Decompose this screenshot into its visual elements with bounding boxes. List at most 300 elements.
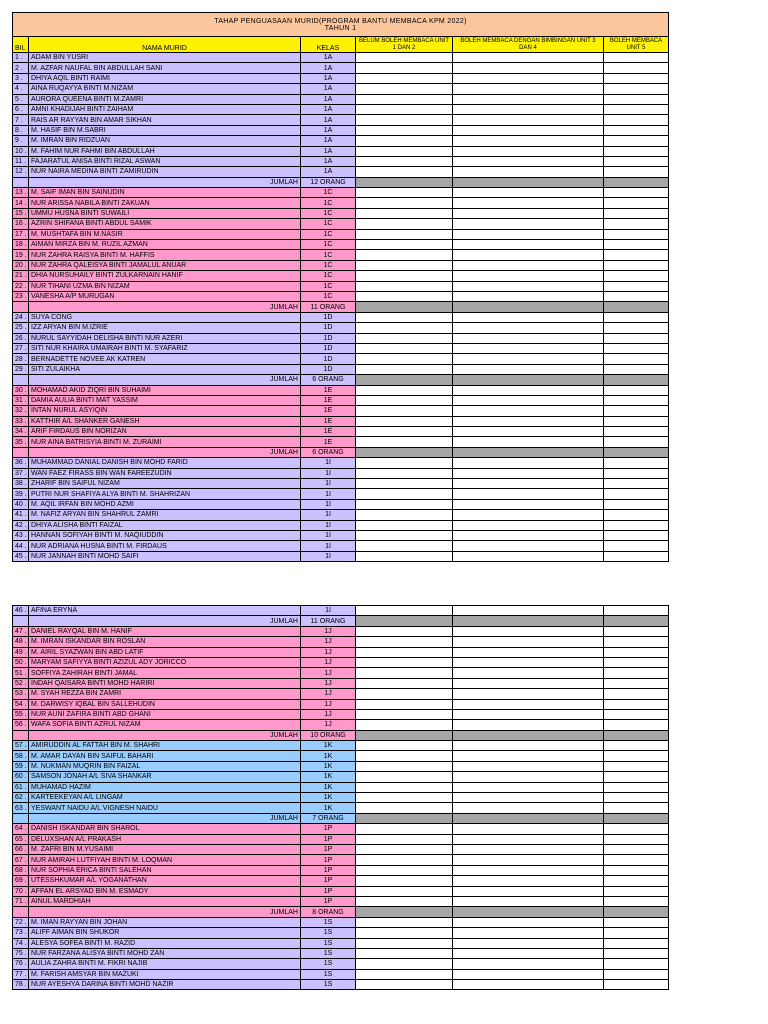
cell-belum-boleh-membaca[interactable] [356,479,453,489]
student-row [13,208,669,218]
cell-boleh-membaca-bimbingan[interactable] [453,876,604,886]
cell-boleh-membaca-bimbingan[interactable] [453,541,604,551]
student-class: 1J [301,720,356,730]
student-number: 70 . [13,886,29,896]
cell-boleh-membaca[interactable] [604,188,669,198]
cell-boleh-membaca[interactable] [604,291,669,301]
cell-boleh-membaca[interactable] [604,416,669,426]
cell-boleh-membaca-bimbingan[interactable] [453,364,604,374]
cell-belum-boleh-membaca[interactable] [356,699,453,709]
cell-belum-boleh-membaca[interactable] [356,427,453,437]
cell-belum-boleh-membaca[interactable] [356,834,453,844]
student-row [13,530,669,540]
cell-boleh-membaca[interactable] [604,271,669,281]
cell-belum-boleh-membaca[interactable] [356,657,453,667]
cell-belum-boleh-membaca[interactable] [356,855,453,865]
student-name: M. ZAFRI BIN M.YUSAIMI [29,844,301,854]
cell-boleh-membaca[interactable] [604,385,669,395]
student-name: DANIEL RAYQAL BIN M. HANIF [29,626,301,636]
cell-boleh-membaca[interactable] [604,364,669,374]
cell-belum-boleh-membaca[interactable] [356,229,453,239]
student-row [13,94,669,104]
subtotal-cell [356,616,453,626]
cell-boleh-membaca-bimbingan[interactable] [453,626,604,636]
cell-belum-boleh-membaca[interactable] [356,824,453,834]
cell-boleh-membaca-bimbingan[interactable] [453,323,604,333]
cell-boleh-membaca-bimbingan[interactable] [453,551,604,561]
cell-belum-boleh-membaca[interactable] [356,969,453,979]
cell-belum-boleh-membaca[interactable] [356,917,453,927]
cell-boleh-membaca[interactable] [604,354,669,364]
cell-boleh-membaca-bimbingan[interactable] [453,146,604,156]
cell-belum-boleh-membaca[interactable] [356,136,453,146]
cell-belum-boleh-membaca[interactable] [356,364,453,374]
cell-belum-boleh-membaca[interactable] [356,896,453,906]
cell-boleh-membaca-bimbingan[interactable] [453,709,604,719]
cell-boleh-membaca[interactable] [604,437,669,447]
cell-belum-boleh-membaca[interactable] [356,104,453,114]
cell-boleh-membaca[interactable] [604,94,669,104]
cell-boleh-membaca-bimbingan[interactable] [453,385,604,395]
cell-boleh-membaca-bimbingan[interactable] [453,136,604,146]
student-number: 40 . [13,499,29,509]
cell-boleh-membaca-bimbingan[interactable] [453,104,604,114]
subtotal-label: JUMLAH [29,616,301,626]
cell-belum-boleh-membaca[interactable] [356,156,453,166]
cell-boleh-membaca[interactable] [604,406,669,416]
cell-belum-boleh-membaca[interactable] [356,468,453,478]
cell-belum-boleh-membaca[interactable] [356,115,453,125]
cell-boleh-membaca-bimbingan[interactable] [453,530,604,540]
title-line-2: TAHUN 1 [324,24,357,32]
cell-belum-boleh-membaca[interactable] [356,458,453,468]
cell-belum-boleh-membaca[interactable] [356,844,453,854]
cell-boleh-membaca-bimbingan[interactable] [453,647,604,657]
subtotal-blank [13,616,29,626]
cell-boleh-membaca[interactable] [604,855,669,865]
cell-belum-boleh-membaca[interactable] [356,793,453,803]
cell-boleh-membaca[interactable] [604,125,669,135]
cell-boleh-membaca-bimbingan[interactable] [453,520,604,530]
student-name: FAJARATUL ANISA BINTI RIZAL ASWAN [29,156,301,166]
cell-belum-boleh-membaca[interactable] [356,980,453,990]
student-number: 15 . [13,208,29,218]
student-class: 1A [301,73,356,83]
student-row [13,240,669,250]
student-name: M. HASIF BIN M.SABRI [29,125,301,135]
cell-belum-boleh-membaca[interactable] [356,720,453,730]
student-class: 1C [301,219,356,229]
student-name: DANISH ISKANDAR BIN SHAROL [29,824,301,834]
student-row [13,678,669,688]
cell-boleh-membaca-bimbingan[interactable] [453,844,604,854]
cell-boleh-membaca-bimbingan[interactable] [453,167,604,177]
cell-boleh-membaca-bimbingan[interactable] [453,510,604,520]
cell-boleh-membaca-bimbingan[interactable] [453,84,604,94]
cell-boleh-membaca[interactable] [604,782,669,792]
cell-boleh-membaca[interactable] [604,156,669,166]
cell-belum-boleh-membaca[interactable] [356,406,453,416]
student-name: AMNI KHADIJAH BINTI ZAIHAM [29,104,301,114]
cell-boleh-membaca[interactable] [604,208,669,218]
cell-boleh-membaca[interactable] [604,834,669,844]
cell-boleh-membaca[interactable] [604,938,669,948]
cell-belum-boleh-membaca[interactable] [356,250,453,260]
student-number: 57 . [13,741,29,751]
subtotal-cell [453,375,604,385]
cell-boleh-membaca[interactable] [604,657,669,667]
student-name: SOFFIYA ZAHIRAH BINTI JAMAL [29,668,301,678]
cell-boleh-membaca-bimbingan[interactable] [453,281,604,291]
cell-boleh-membaca-bimbingan[interactable] [453,824,604,834]
cell-boleh-membaca[interactable] [604,772,669,782]
cell-boleh-membaca[interactable] [604,229,669,239]
student-name: WAN FAEZ FIRASS BIN WAN FAREEZUDIN [29,468,301,478]
cell-boleh-membaca-bimbingan[interactable] [453,855,604,865]
cell-boleh-membaca[interactable] [604,761,669,771]
student-row [13,844,669,854]
student-name: ZHARIF BIN SAIFUL NIZAM [29,479,301,489]
cell-boleh-membaca-bimbingan[interactable] [453,751,604,761]
cell-boleh-membaca[interactable] [604,73,669,83]
cell-boleh-membaca[interactable] [604,136,669,146]
student-number: 63 . [13,803,29,813]
cell-belum-boleh-membaca[interactable] [356,167,453,177]
student-number: 14 . [13,198,29,208]
cell-boleh-membaca-bimbingan[interactable] [453,395,604,405]
subtotal-count: 11 ORANG [301,616,356,626]
cell-boleh-membaca[interactable] [604,606,669,616]
cell-belum-boleh-membaca[interactable] [356,772,453,782]
cell-belum-boleh-membaca[interactable] [356,959,453,969]
cell-belum-boleh-membaca[interactable] [356,928,453,938]
cell-belum-boleh-membaca[interactable] [356,626,453,636]
cell-belum-boleh-membaca[interactable] [356,499,453,509]
student-row [13,793,669,803]
cell-boleh-membaca-bimbingan[interactable] [453,938,604,948]
cell-belum-boleh-membaca[interactable] [356,125,453,135]
cell-belum-boleh-membaca[interactable] [356,416,453,426]
cell-boleh-membaca-bimbingan[interactable] [453,499,604,509]
cell-belum-boleh-membaca[interactable] [356,291,453,301]
cell-belum-boleh-membaca[interactable] [356,437,453,447]
cell-boleh-membaca[interactable] [604,928,669,938]
student-class: 1J [301,678,356,688]
cell-belum-boleh-membaca[interactable] [356,84,453,94]
cell-boleh-membaca-bimbingan[interactable] [453,489,604,499]
cell-boleh-membaca-bimbingan[interactable] [453,917,604,927]
cell-boleh-membaca[interactable] [604,343,669,353]
cell-boleh-membaca-bimbingan[interactable] [453,896,604,906]
cell-boleh-membaca[interactable] [604,219,669,229]
cell-boleh-membaca[interactable] [604,917,669,927]
cell-boleh-membaca-bimbingan[interactable] [453,333,604,343]
student-row [13,395,669,405]
cell-boleh-membaca-bimbingan[interactable] [453,53,604,63]
cell-boleh-membaca[interactable] [604,865,669,875]
cell-boleh-membaca-bimbingan[interactable] [453,229,604,239]
cell-boleh-membaca[interactable] [604,709,669,719]
student-class: 1K [301,782,356,792]
cell-boleh-membaca-bimbingan[interactable] [453,458,604,468]
student-name: M. IMRAN BIN RIDZUAN [29,136,301,146]
cell-belum-boleh-membaca[interactable] [356,94,453,104]
cell-belum-boleh-membaca[interactable] [356,312,453,322]
cell-boleh-membaca-bimbingan[interactable] [453,240,604,250]
cell-boleh-membaca[interactable] [604,886,669,896]
cell-boleh-membaca-bimbingan[interactable] [453,980,604,990]
student-number: 24 . [13,312,29,322]
cell-boleh-membaca[interactable] [604,63,669,73]
cell-boleh-membaca-bimbingan[interactable] [453,125,604,135]
cell-boleh-membaca-bimbingan[interactable] [453,865,604,875]
cell-boleh-membaca-bimbingan[interactable] [453,606,604,616]
cell-belum-boleh-membaca[interactable] [356,240,453,250]
student-number: 20 . [13,260,29,270]
student-class: 1P [301,876,356,886]
cell-boleh-membaca[interactable] [604,969,669,979]
cell-boleh-membaca[interactable] [604,53,669,63]
student-class: 1A [301,115,356,125]
student-name: AZRIN SHIFANA BINTI ABDUL SAMIK [29,219,301,229]
cell-boleh-membaca-bimbingan[interactable] [453,312,604,322]
cell-boleh-membaca-bimbingan[interactable] [453,834,604,844]
cell-boleh-membaca[interactable] [604,678,669,688]
cell-belum-boleh-membaca[interactable] [356,323,453,333]
cell-boleh-membaca-bimbingan[interactable] [453,468,604,478]
cell-belum-boleh-membaca[interactable] [356,886,453,896]
cell-boleh-membaca-bimbingan[interactable] [453,156,604,166]
cell-belum-boleh-membaca[interactable] [356,678,453,688]
cell-boleh-membaca[interactable] [604,84,669,94]
cell-belum-boleh-membaca[interactable] [356,260,453,270]
cell-boleh-membaca[interactable] [604,530,669,540]
cell-boleh-membaca-bimbingan[interactable] [453,803,604,813]
cell-belum-boleh-membaca[interactable] [356,938,453,948]
cell-boleh-membaca-bimbingan[interactable] [453,63,604,73]
cell-boleh-membaca[interactable] [604,551,669,561]
cell-boleh-membaca-bimbingan[interactable] [453,354,604,364]
cell-boleh-membaca-bimbingan[interactable] [453,416,604,426]
cell-boleh-membaca[interactable] [604,844,669,854]
student-number: 45 . [13,551,29,561]
cell-boleh-membaca-bimbingan[interactable] [453,198,604,208]
cell-boleh-membaca[interactable] [604,395,669,405]
cell-belum-boleh-membaca[interactable] [356,385,453,395]
student-class: 1J [301,699,356,709]
cell-belum-boleh-membaca[interactable] [356,803,453,813]
cell-boleh-membaca[interactable] [604,980,669,990]
cell-belum-boleh-membaca[interactable] [356,520,453,530]
cell-boleh-membaca[interactable] [604,312,669,322]
cell-boleh-membaca[interactable] [604,489,669,499]
student-number: 7 . [13,115,29,125]
cell-boleh-membaca[interactable] [604,198,669,208]
cell-boleh-membaca[interactable] [604,427,669,437]
student-name: NUR AMIRAH LUTFIYAH BINTI M. LOQMAN [29,855,301,865]
student-row [13,855,669,865]
cell-belum-boleh-membaca[interactable] [356,146,453,156]
cell-boleh-membaca-bimbingan[interactable] [453,427,604,437]
student-row [13,541,669,551]
cell-boleh-membaca-bimbingan[interactable] [453,678,604,688]
student-class: 1S [301,959,356,969]
cell-boleh-membaca[interactable] [604,876,669,886]
cell-belum-boleh-membaca[interactable] [356,63,453,73]
student-number: 52 . [13,678,29,688]
cell-belum-boleh-membaca[interactable] [356,741,453,751]
cell-boleh-membaca-bimbingan[interactable] [453,406,604,416]
cell-belum-boleh-membaca[interactable] [356,606,453,616]
cell-boleh-membaca[interactable] [604,458,669,468]
cell-belum-boleh-membaca[interactable] [356,53,453,63]
cell-belum-boleh-membaca[interactable] [356,876,453,886]
cell-belum-boleh-membaca[interactable] [356,188,453,198]
cell-boleh-membaca[interactable] [604,626,669,636]
student-row [13,416,669,426]
cell-boleh-membaca[interactable] [604,699,669,709]
cell-boleh-membaca-bimbingan[interactable] [453,343,604,353]
cell-boleh-membaca-bimbingan[interactable] [453,637,604,647]
cell-boleh-membaca-bimbingan[interactable] [453,188,604,198]
cell-belum-boleh-membaca[interactable] [356,198,453,208]
cell-boleh-membaca[interactable] [604,948,669,958]
cell-boleh-membaca[interactable] [604,751,669,761]
cell-belum-boleh-membaca[interactable] [356,530,453,540]
cell-belum-boleh-membaca[interactable] [356,637,453,647]
cell-boleh-membaca-bimbingan[interactable] [453,948,604,958]
cell-boleh-membaca[interactable] [604,510,669,520]
student-class: 1I [301,458,356,468]
student-class: 1P [301,824,356,834]
cell-belum-boleh-membaca[interactable] [356,865,453,875]
cell-belum-boleh-membaca[interactable] [356,73,453,83]
cell-boleh-membaca-bimbingan[interactable] [453,720,604,730]
student-number: 11 . [13,156,29,166]
cell-belum-boleh-membaca[interactable] [356,510,453,520]
student-class: 1S [301,969,356,979]
cell-boleh-membaca[interactable] [604,250,669,260]
cell-boleh-membaca[interactable] [604,479,669,489]
cell-boleh-membaca-bimbingan[interactable] [453,761,604,771]
cell-boleh-membaca[interactable] [604,115,669,125]
cell-belum-boleh-membaca[interactable] [356,395,453,405]
student-row [13,198,669,208]
cell-boleh-membaca-bimbingan[interactable] [453,208,604,218]
cell-boleh-membaca[interactable] [604,541,669,551]
cell-boleh-membaca[interactable] [604,520,669,530]
cell-boleh-membaca[interactable] [604,647,669,657]
cell-boleh-membaca[interactable] [604,333,669,343]
cell-boleh-membaca[interactable] [604,167,669,177]
cell-belum-boleh-membaca[interactable] [356,668,453,678]
cell-boleh-membaca[interactable] [604,896,669,906]
student-name: AFINA ERYNA [29,606,301,616]
cell-boleh-membaca[interactable] [604,689,669,699]
cell-boleh-membaca-bimbingan[interactable] [453,668,604,678]
cell-boleh-membaca-bimbingan[interactable] [453,115,604,125]
cell-belum-boleh-membaca[interactable] [356,343,453,353]
cell-boleh-membaca[interactable] [604,824,669,834]
student-row [13,146,669,156]
cell-boleh-membaca-bimbingan[interactable] [453,969,604,979]
cell-boleh-membaca-bimbingan[interactable] [453,772,604,782]
cell-belum-boleh-membaca[interactable] [356,948,453,958]
cell-boleh-membaca[interactable] [604,146,669,156]
student-number: 30 . [13,385,29,395]
cell-boleh-membaca[interactable] [604,637,669,647]
cell-boleh-membaca-bimbingan[interactable] [453,291,604,301]
student-row [13,606,669,616]
cell-boleh-membaca-bimbingan[interactable] [453,928,604,938]
cell-boleh-membaca[interactable] [604,668,669,678]
cell-boleh-membaca[interactable] [604,720,669,730]
subtotal-cell [453,616,604,626]
cell-belum-boleh-membaca[interactable] [356,761,453,771]
cell-boleh-membaca[interactable] [604,104,669,114]
cell-boleh-membaca[interactable] [604,240,669,250]
cell-boleh-membaca-bimbingan[interactable] [453,260,604,270]
cell-boleh-membaca-bimbingan[interactable] [453,959,604,969]
cell-boleh-membaca[interactable] [604,793,669,803]
cell-belum-boleh-membaca[interactable] [356,271,453,281]
cell-boleh-membaca[interactable] [604,260,669,270]
student-name: MARYAM SAFIYYA BINTI AZIZUL ADY JORICCO [29,657,301,667]
cell-belum-boleh-membaca[interactable] [356,709,453,719]
cell-boleh-membaca-bimbingan[interactable] [453,699,604,709]
student-row [13,699,669,709]
subtotal-cell [356,302,453,312]
cell-belum-boleh-membaca[interactable] [356,281,453,291]
cell-boleh-membaca-bimbingan[interactable] [453,689,604,699]
cell-boleh-membaca[interactable] [604,959,669,969]
cell-belum-boleh-membaca[interactable] [356,208,453,218]
cell-boleh-membaca-bimbingan[interactable] [453,782,604,792]
cell-belum-boleh-membaca[interactable] [356,782,453,792]
cell-boleh-membaca-bimbingan[interactable] [453,793,604,803]
cell-belum-boleh-membaca[interactable] [356,541,453,551]
student-name: YESWANT NAIDU A/L VIGNESH NAIDU [29,803,301,813]
cell-boleh-membaca-bimbingan[interactable] [453,437,604,447]
cell-boleh-membaca-bimbingan[interactable] [453,73,604,83]
cell-belum-boleh-membaca[interactable] [356,219,453,229]
cell-belum-boleh-membaca[interactable] [356,751,453,761]
cell-boleh-membaca[interactable] [604,741,669,751]
cell-boleh-membaca-bimbingan[interactable] [453,657,604,667]
cell-belum-boleh-membaca[interactable] [356,551,453,561]
cell-belum-boleh-membaca[interactable] [356,647,453,657]
cell-boleh-membaca-bimbingan[interactable] [453,886,604,896]
cell-boleh-membaca[interactable] [604,499,669,509]
cell-boleh-membaca-bimbingan[interactable] [453,479,604,489]
cell-belum-boleh-membaca[interactable] [356,354,453,364]
cell-boleh-membaca-bimbingan[interactable] [453,219,604,229]
cell-belum-boleh-membaca[interactable] [356,333,453,343]
cell-boleh-membaca-bimbingan[interactable] [453,271,604,281]
cell-boleh-membaca[interactable] [604,281,669,291]
cell-boleh-membaca[interactable] [604,468,669,478]
cell-boleh-membaca-bimbingan[interactable] [453,741,604,751]
student-row [13,479,669,489]
cell-boleh-membaca-bimbingan[interactable] [453,250,604,260]
cell-belum-boleh-membaca[interactable] [356,489,453,499]
cell-boleh-membaca[interactable] [604,323,669,333]
cell-boleh-membaca-bimbingan[interactable] [453,94,604,104]
student-row [13,886,669,896]
cell-boleh-membaca[interactable] [604,803,669,813]
cell-belum-boleh-membaca[interactable] [356,689,453,699]
student-number: 19 . [13,250,29,260]
